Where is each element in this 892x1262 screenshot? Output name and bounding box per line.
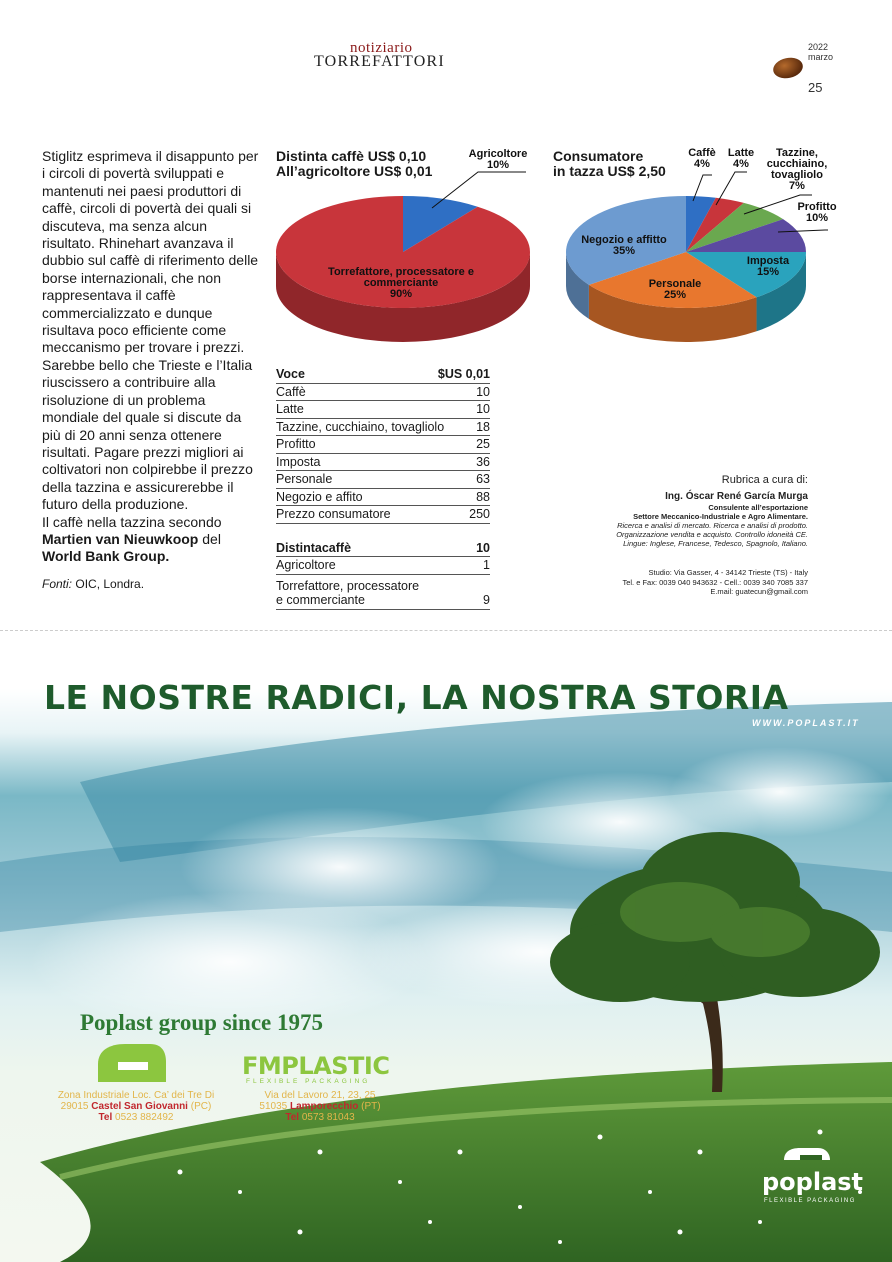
poplast-corner-logo-mark xyxy=(784,1148,830,1160)
page-divider xyxy=(0,630,892,631)
table-row: Agricoltore 1 xyxy=(276,557,490,575)
table-header: Distintacaffè 10 xyxy=(276,540,490,558)
article-paragraph: Sarebbe bello che Trieste e l’Italia riuscissero a contribuire alla risoluzione di un problema mondiale del quale si discute da più di 20 anni senza ottenere risultati. Pagare prezzi migliori ai coltivatori non colpirebbe il prezzo della tazzina e assicurerebbe il futuro della produzione. xyxy=(42,356,253,513)
table-row: Torrefattore, processatore e commerciante 9 xyxy=(276,575,490,610)
issue-year: 2022 xyxy=(808,42,829,52)
table-row: Tazzine, cucchiaino, tovagliolo 18 xyxy=(276,419,490,437)
organization-name: World Bank Group. xyxy=(42,548,170,565)
cloud xyxy=(670,747,890,837)
table-row: Personale 63 xyxy=(276,471,490,489)
chart2-label-imposta: Imposta 15% xyxy=(746,255,790,278)
fmplastic-tagline: FLEXIBLE PACKAGING xyxy=(246,1078,371,1085)
ad-website[interactable]: WWW.POPLAST.IT xyxy=(752,718,860,728)
table-row: Prezzo consumatore 250 xyxy=(276,506,490,524)
author-name: Martien van Nieuwkoop xyxy=(42,530,199,547)
masthead-top: notiziario xyxy=(350,40,413,56)
chart2-label-latte: Latte 4% xyxy=(727,147,755,170)
poplast-corner-logo: poplast xyxy=(762,1168,864,1196)
source-note: Fonti: OIC, Londra. xyxy=(42,576,145,591)
table-header: Voce $US 0,01 xyxy=(276,366,490,384)
cost-table xyxy=(276,366,490,610)
chart2-label-negozio: Negozio e affitto 35% xyxy=(581,234,667,257)
article-paragraph: Il caffè nella tazzina secondo Martien van Nieuwkoop del World Bank Group. xyxy=(42,513,222,565)
email-address: E.mail: guatecun@gmail.com xyxy=(710,587,808,596)
chart2-title: Consumatore in tazza US$ 2,50 xyxy=(553,148,666,179)
chart1-title: Distinta caffè US$ 0,10 All’agricoltore US$ 0,01 xyxy=(276,148,433,179)
poplast-logo-mark xyxy=(98,1044,166,1082)
location-2-address: Via del Lavoro 21, 23, 25 51035 Lamporecchio (PT) Tel 0573 81043 xyxy=(259,1090,381,1123)
consultant-name: Ing. Óscar René García Murga xyxy=(665,491,808,502)
leader-line xyxy=(778,230,828,232)
table-row: Caffè 10 xyxy=(276,384,490,402)
leader-line xyxy=(693,175,712,201)
table-row: Profitto 25 xyxy=(276,436,490,454)
location-1-address: Zona Industriale Loc. Ca’ dei Tre Di 29015 Castel San Giovanni (PC) Tel 0523 882492 xyxy=(57,1090,215,1123)
ad-headline: LE NOSTRE RADICI, LA NOSTRA STORIA xyxy=(44,678,789,717)
chart1-label-agricoltore: Agricoltore 10% xyxy=(468,148,528,171)
table-row: Negozio e affito 88 xyxy=(276,489,490,507)
chart2-label-tazzine: Tazzine, cucchiaino, tovagliolo 7% xyxy=(766,147,828,192)
leader-line xyxy=(716,172,747,205)
column-credit-intro: Rubrica a cura di: xyxy=(721,474,808,486)
table-row: Latte 10 xyxy=(276,401,490,419)
poplast-corner-tagline: FLEXIBLE PACKAGING xyxy=(764,1198,856,1204)
leader-line xyxy=(432,172,526,208)
chart2-label-profitto: Profitto 10% xyxy=(797,201,837,224)
masthead-main: TORREFATTORI xyxy=(314,53,445,70)
chart1-label-torrefattore: Torrefattore, processatore e commerciante 90% xyxy=(328,266,474,300)
page-number: 25 xyxy=(808,80,823,95)
issue-month: marzo xyxy=(808,52,834,62)
consultant-contacts: Studio: Via Gasser, 4 - 34142 Trieste (TS) - Italy Tel. e Fax: 0039 040 943632 - Cell.: 0039 340 7085 337 E.mail: guatecun@gmail.com xyxy=(622,568,808,596)
consultant-role: Consulente all’esportazione Settore Meccanico-Industriale e Agro Alimentare. xyxy=(633,503,808,521)
chart-leader-lines xyxy=(0,0,892,400)
fmplastic-logo: FMPLASTIC xyxy=(242,1052,390,1080)
ad-slogan: Poplast group since 1975 xyxy=(80,1010,324,1035)
article-paragraph: Stiglitz esprimeva il disappunto per i circoli di povertà sviluppati e mantenuti nei paesi produttori di caffè, circoli di povertà dei quali si discuteva, ma senza alcun risultato. Rhinehart avanzava il dubbio sul caffè di riferimento delle borse internazionali, che non rappresentava il caffè commercializzato e dunque risultava poco efficiente come meccanismo per trovare i prezzi. xyxy=(42,148,259,356)
table-row: Imposta 36 xyxy=(276,454,490,472)
leader-line xyxy=(744,195,812,214)
advertisement xyxy=(0,632,892,1262)
chart2-label-personale: Personale 25% xyxy=(648,278,702,301)
chart2-label-caffe: Caffè 4% xyxy=(688,147,716,170)
consultant-services: Ricerca e analisi di mercato. Ricerca e analisi di prodotto. Organizzazione vendita e acquisto. Controllo idoneità CE. Lingue: Inglese, Francese, Tedesco, Spagnolo, Italiano. xyxy=(616,521,808,548)
